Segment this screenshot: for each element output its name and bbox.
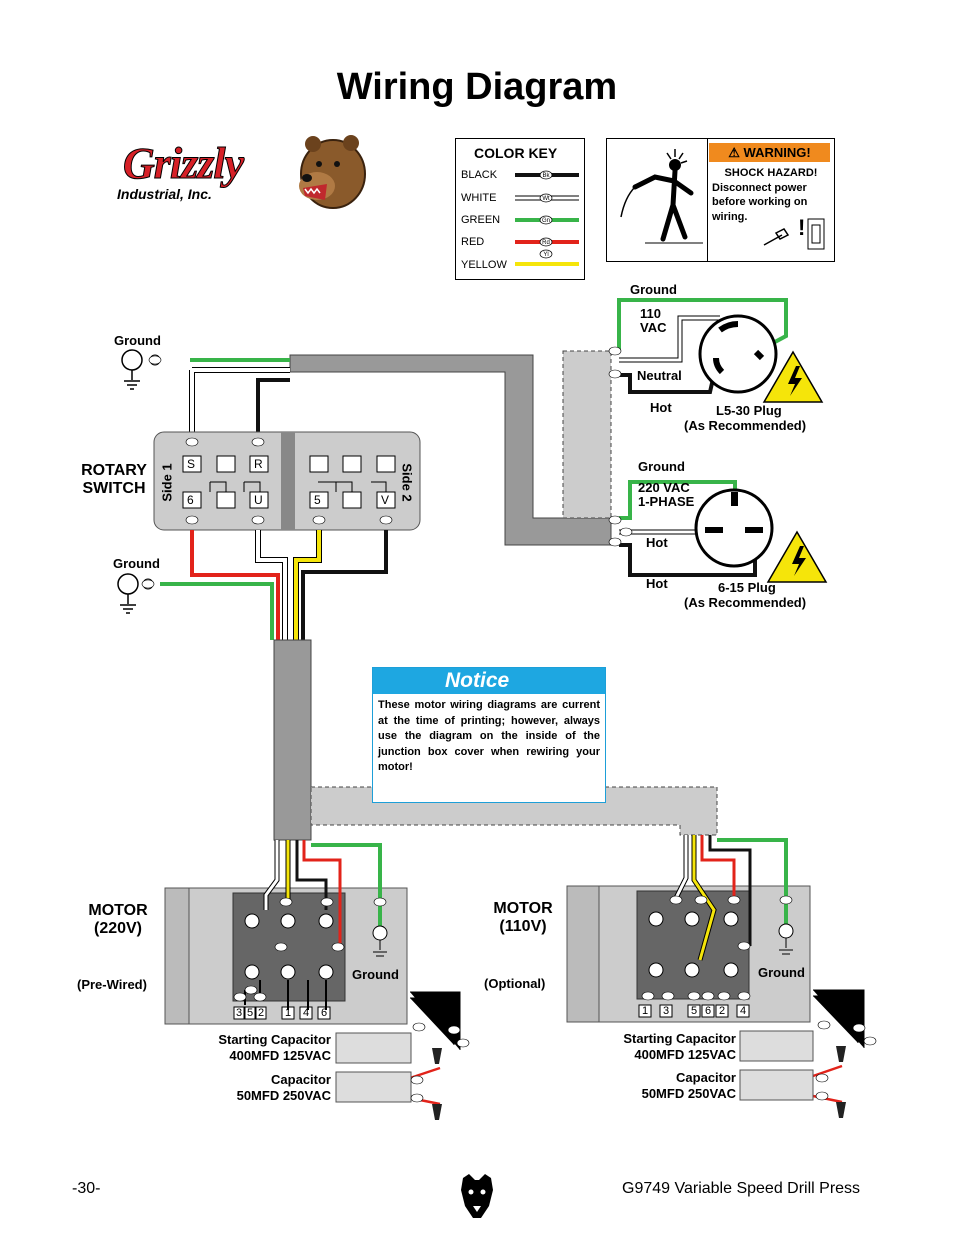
plug110-voltage: 110 VAC — [640, 306, 667, 335]
rotary-switch — [154, 432, 420, 530]
tag-gn: Gn — [541, 218, 551, 224]
plug220-name: 6-15 Plug — [718, 580, 776, 595]
warning-header: ⚠ WARNING! — [709, 143, 830, 162]
color-key-green: GREEN — [461, 214, 501, 226]
tag-rd: Rd — [542, 240, 550, 246]
notice-box — [372, 667, 606, 803]
color-key-black: BLACK — [461, 169, 498, 181]
color-key-red: RED — [461, 236, 485, 248]
switch-terminal-v: V — [381, 493, 390, 507]
ground-label-motor220: Ground — [352, 967, 399, 982]
tag-bk: Bk — [542, 173, 550, 179]
logo-subtitle: Industrial, Inc. — [117, 186, 212, 202]
switch-terminal-6: 6 — [187, 493, 194, 507]
run-capacitor-110-label: Capacitor 50MFD 250VAC — [641, 1070, 736, 1101]
notice-body: These motor wiring diagrams are current at the time of printing; however, always use the diagram on the inside of the junction box cover when rewiring your motor! — [378, 699, 600, 773]
bear-footer-icon — [457, 1172, 497, 1220]
switch-side2-label: Side 2 — [399, 463, 415, 502]
page-title: Wiring Diagram — [336, 66, 618, 108]
notice-header: Notice — [373, 668, 605, 694]
plug110-cord-dashed — [563, 351, 611, 518]
ground-label-top: Ground — [114, 333, 161, 348]
ground-symbol-top — [122, 350, 142, 389]
starting-capacitor-110-label: Starting Capacitor 400MFD 125VAC — [623, 1031, 736, 1062]
ground-label-plug220: Ground — [638, 459, 685, 474]
ground-symbol-mid — [118, 574, 138, 613]
plug110-note: (As Recommended) — [684, 418, 807, 433]
tag-yl: Yl — [543, 252, 549, 258]
switch-terminal-u: U — [254, 493, 263, 507]
switch-terminal-s: S — [187, 457, 196, 471]
run-capacitor-220 — [336, 1072, 411, 1102]
switch-terminal-5: 5 — [314, 493, 321, 507]
warning-text: SHOCK HAZARD! Disconnect power before working on wiring. — [712, 167, 818, 223]
logo-brand: Grizzly — [123, 139, 244, 188]
tag-wt: Wt — [542, 196, 550, 202]
ground-label-plug110: Ground — [630, 282, 677, 297]
color-key-title: COLOR KEY — [474, 145, 558, 161]
plug220-hot2: Hot — [646, 576, 668, 591]
motor110-note: (Optional) — [484, 976, 546, 991]
plug220-hot1: Hot — [646, 535, 668, 550]
footer-title: G9749 Variable Speed Drill Press — [622, 1180, 861, 1197]
rotary-switch-label: ROTARY SWITCH — [81, 462, 147, 497]
switch-side1-label: Side 1 — [159, 463, 175, 502]
color-key-swatches — [515, 171, 579, 264]
run-capacitor-220-label: Capacitor 50MFD 250VAC — [236, 1072, 331, 1103]
starting-capacitor-220-label: Starting Capacitor 400MFD 125VAC — [218, 1032, 331, 1063]
color-key-white: WHITE — [461, 192, 497, 204]
plug110-neutral: Neutral — [637, 368, 682, 383]
starting-capacitor-220 — [336, 1033, 411, 1063]
svg-text:!: ! — [798, 215, 806, 240]
motor220-label: MOTOR (220V) — [88, 902, 148, 937]
plug220-voltage: 220 VAC 1-PHASE — [638, 480, 695, 509]
plug220-note: (As Recommended) — [684, 595, 807, 610]
warning-triangle-icon: ⚠ — [728, 145, 740, 160]
motor220-note: (Pre-Wired) — [77, 977, 147, 992]
ground-label-motor110: Ground — [758, 965, 805, 980]
motor110-label: MOTOR (110V) — [493, 900, 553, 935]
motor-cord-conduit — [274, 640, 311, 840]
plug110-name: L5-30 Plug — [716, 403, 782, 418]
run-capacitor-110 — [740, 1070, 813, 1100]
plug110-hot: Hot — [650, 400, 672, 415]
ground-label-mid: Ground — [113, 556, 160, 571]
switch-terminal-r: R — [254, 457, 263, 471]
starting-capacitor-110 — [740, 1031, 813, 1061]
color-key-yellow: YELLOW — [461, 259, 507, 271]
page-number: -30- — [72, 1180, 101, 1197]
